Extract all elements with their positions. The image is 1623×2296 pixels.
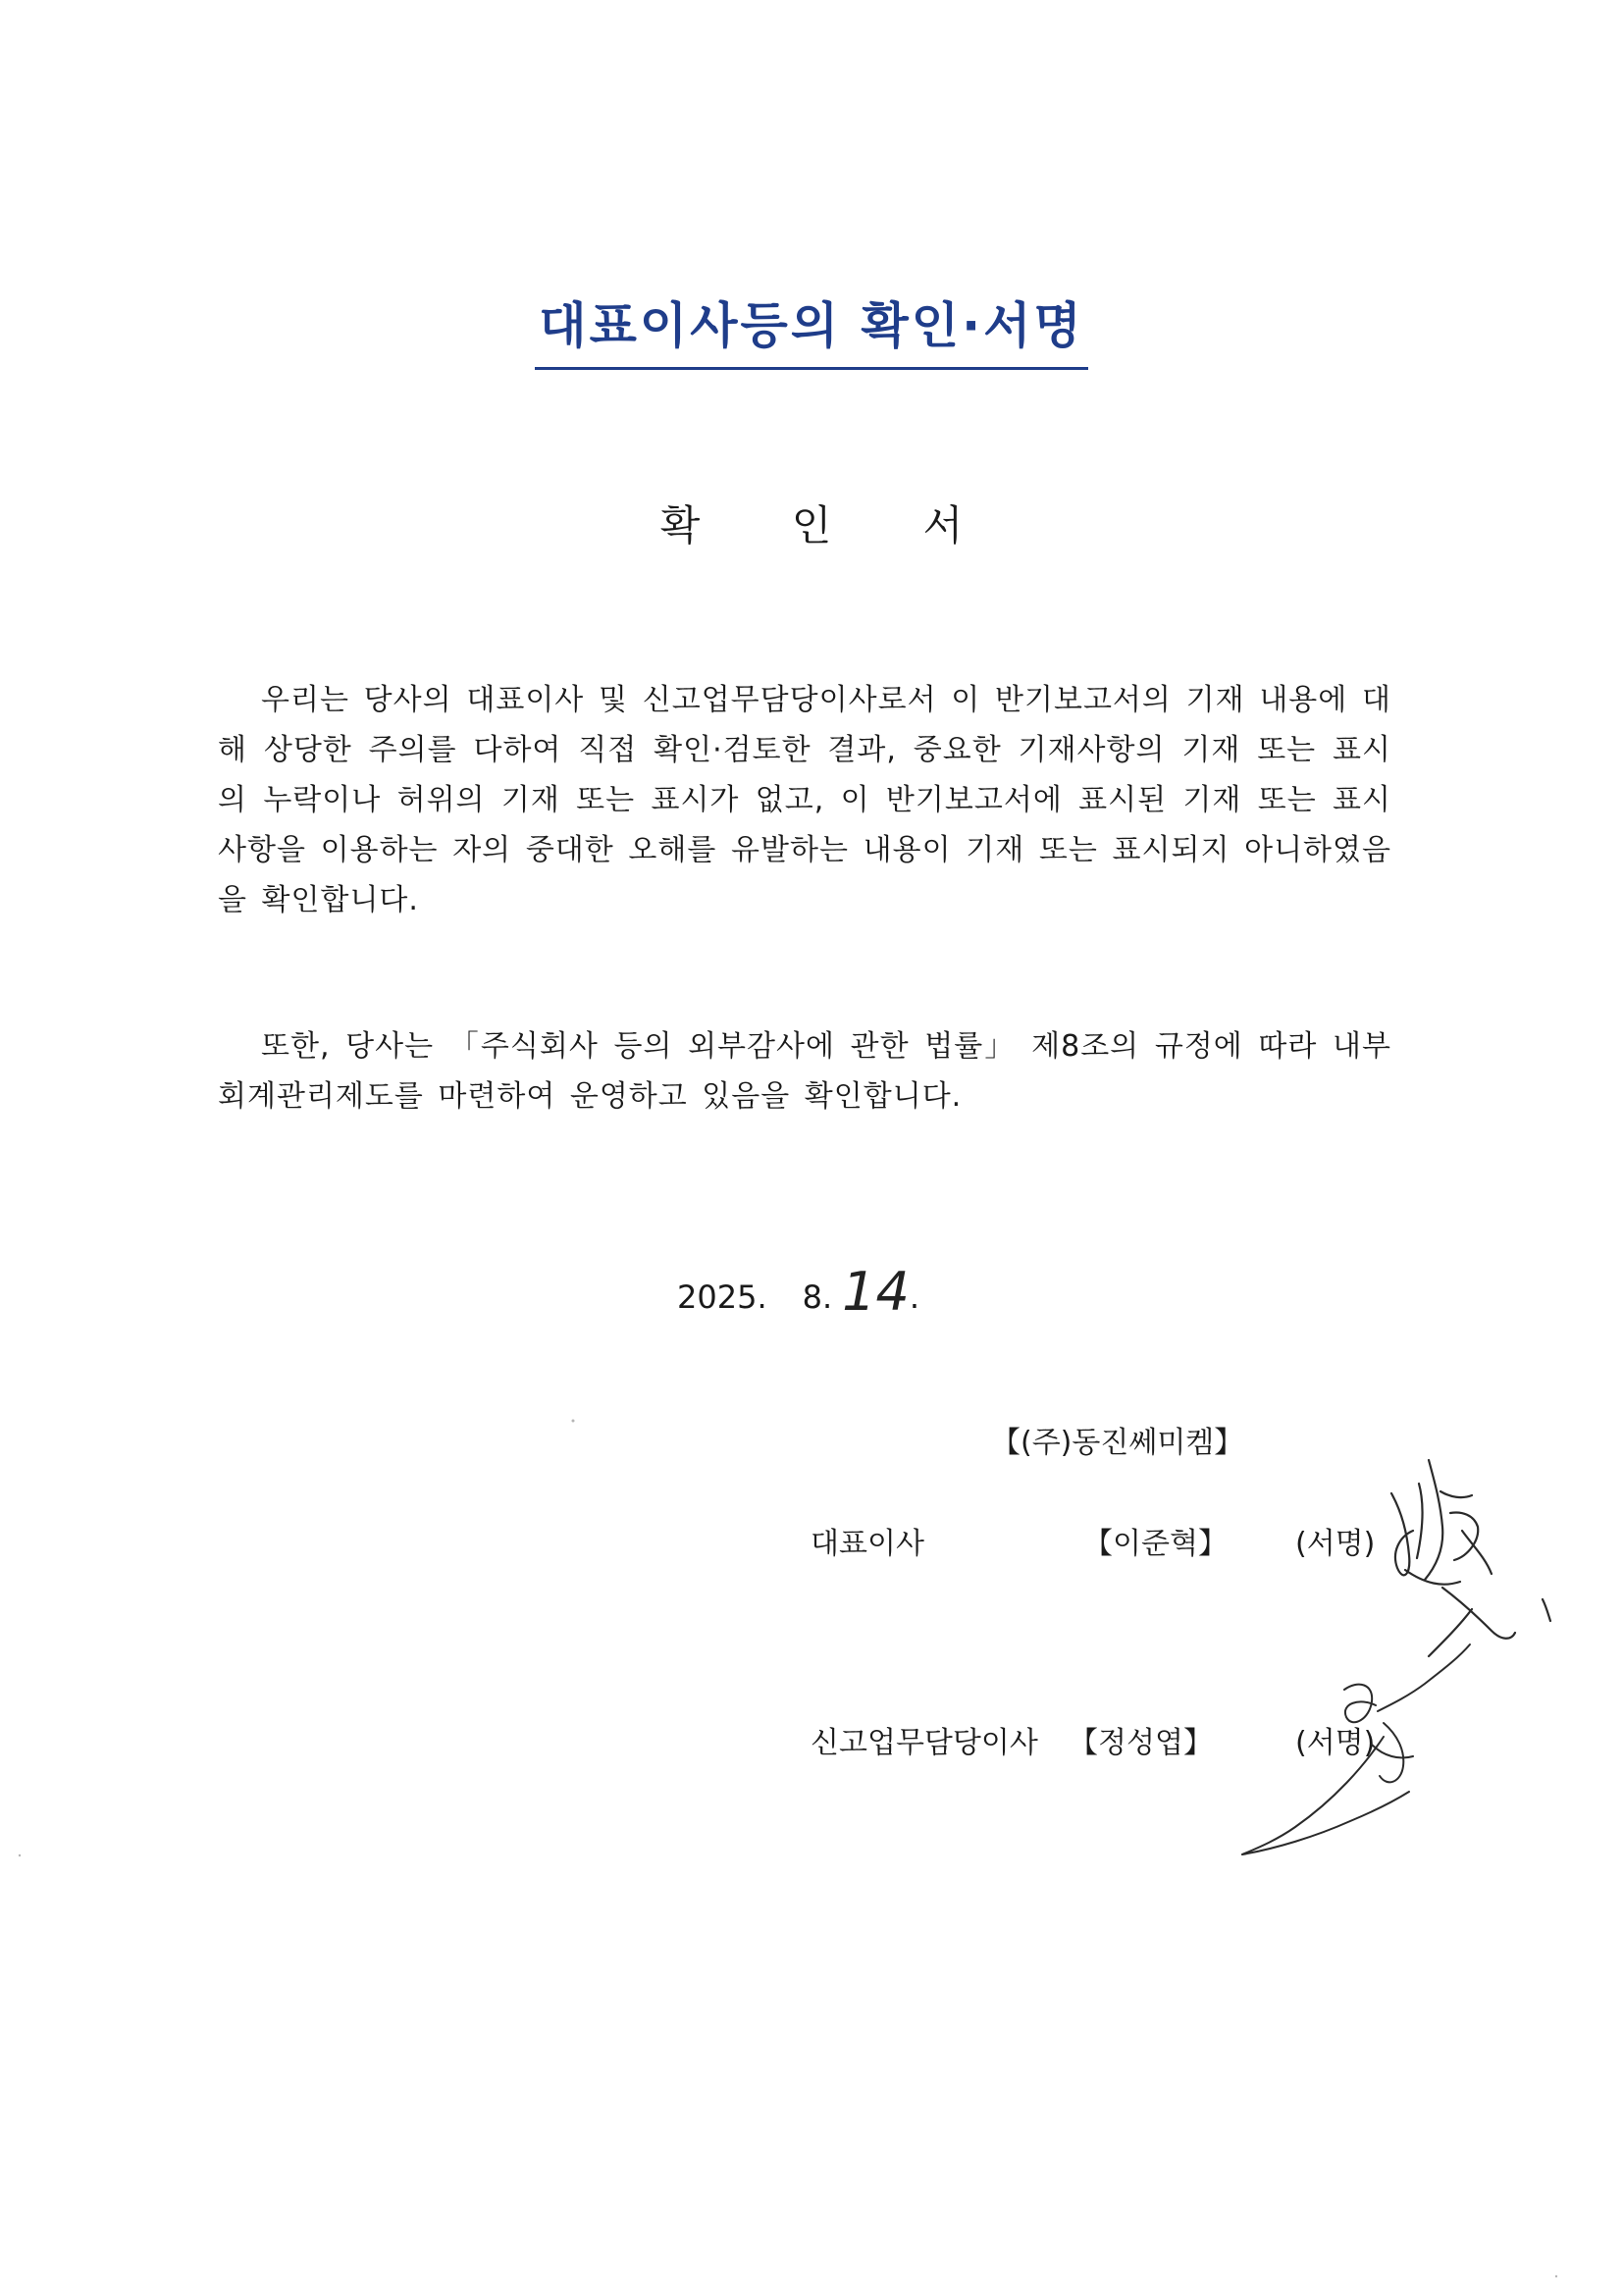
internal-control-paragraph: 또한, 당사는 「주식회사 등의 외부감사에 관한 법률」 제8조의 규정에 따라 내부회계관리제도를 마련하여 운영하고 있음을 확인합니다. <box>218 1029 1391 1114</box>
signatory-name: 【이준혁】 <box>1083 1527 1228 1561</box>
signature-label: (서명) <box>1295 1527 1376 1561</box>
signatory-role: 신고업무담당이사 <box>811 1726 1038 1760</box>
date-month: 8. <box>802 1278 833 1316</box>
ceo-signature <box>1391 1460 1550 1656</box>
signatory-name: 【정성엽】 <box>1069 1726 1213 1760</box>
company-name: 【(주)동진쎄미켐】 <box>991 1426 1244 1460</box>
signature-label: (서명) <box>1295 1726 1376 1760</box>
confirmation-paragraph: 우리는 당사의 대표이사 및 신고업무담당이사로서 이 반기보고서의 기재 내용에 대해 상당한 주의를 다하여 직접 확인·검토한 결과, 중요한 기재사항의 기재 또는 표시의 누락이나 허위의 기재 또는 표시가 없고, 이 반기보고서에 표시된 기재 또는 표시사항을 이용하는 자의 중대한 오해를 유발하는 내용이 기재 또는 표시되지 아니하였음을 확인합니다. <box>218 683 1391 917</box>
date-year: 2025. <box>677 1278 767 1316</box>
document-date <box>677 1259 919 1321</box>
document-subtitle: 확 인 서 <box>659 501 1003 549</box>
document-title-text: 대표이사등의 확인·서명 <box>535 287 1087 370</box>
signatory-role: 대표이사 <box>811 1527 924 1561</box>
document-title <box>0 287 1623 370</box>
date-day-handwritten: 14 <box>842 1261 910 1323</box>
date-end: . <box>909 1278 920 1316</box>
